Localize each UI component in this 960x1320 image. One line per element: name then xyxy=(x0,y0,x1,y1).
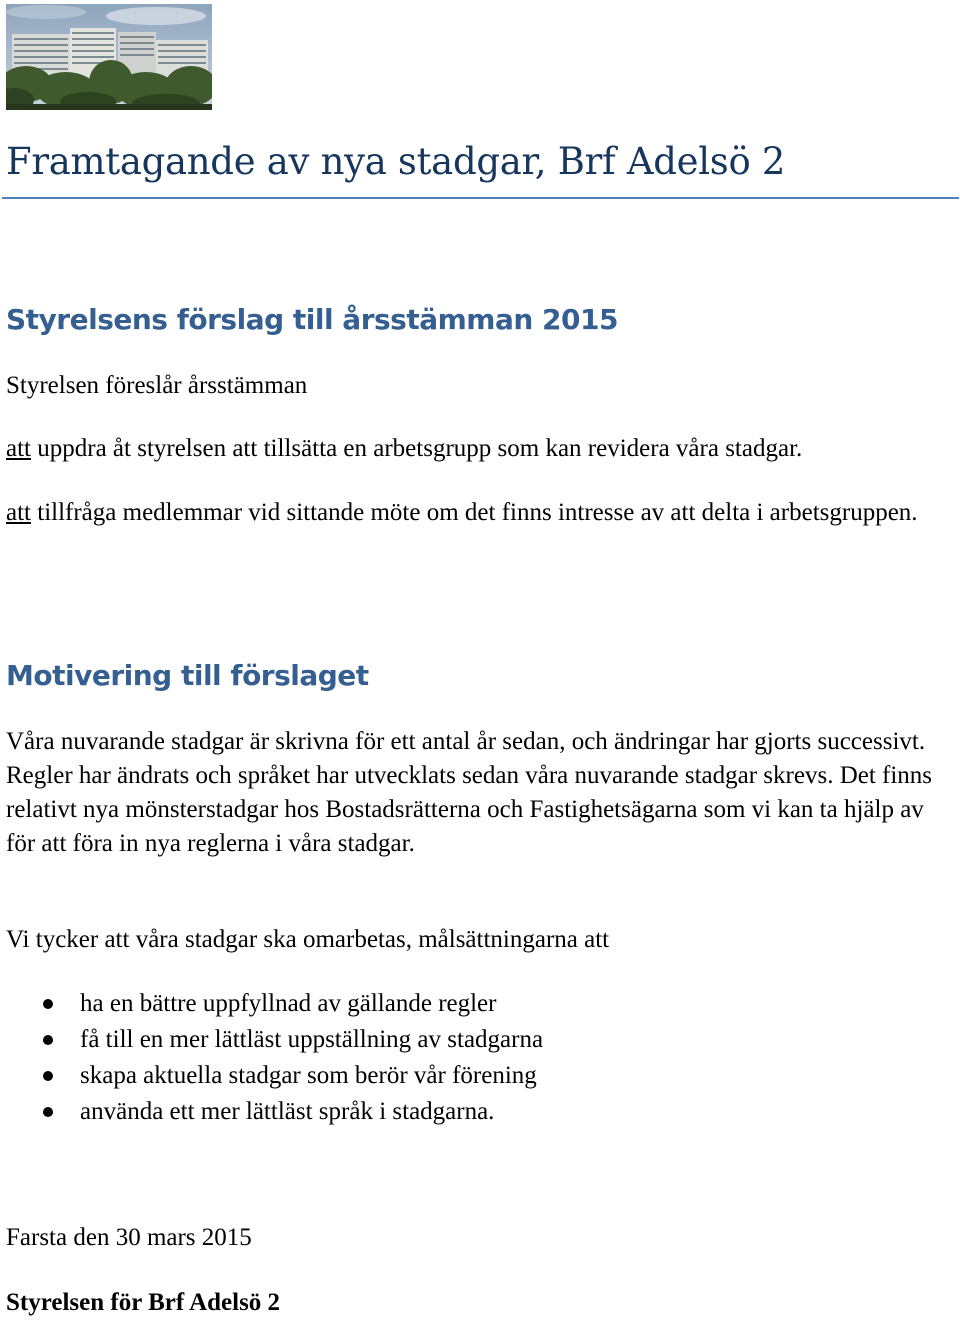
list-item: ha en bättre uppfyllnad av gällande regler xyxy=(0,986,543,1022)
list-item: använda ett mer lättläst språk i stadgarna. xyxy=(0,1094,543,1130)
proposal-heading: Styrelsens förslag till årsstämman 2015 xyxy=(6,303,618,336)
proposal-item-text: tillfråga medlemmar vid sittande möte om det finns intresse av att delta i arbetsgruppen. xyxy=(31,499,918,526)
proposal-item-text: uppdra åt styrelsen att tillsätta en arbetsgrupp som kan revidera våra stadgar. xyxy=(31,435,803,462)
att-keyword: att xyxy=(6,499,31,526)
proposal-intro: Styrelsen föreslår årsstämman xyxy=(6,372,308,399)
signature: Styrelsen för Brf Adelsö 2 xyxy=(6,1289,281,1316)
att-keyword: att xyxy=(6,435,31,462)
apartment-buildings-photo xyxy=(6,4,212,110)
goals-list xyxy=(0,986,543,1130)
goals-intro: Vi tycker att våra stadgar ska omarbetas, målsättningarna att xyxy=(6,926,610,953)
motivation-heading: Motivering till förslaget xyxy=(6,659,369,692)
proposal-item-2 xyxy=(6,496,956,530)
place-date: Farsta den 30 mars 2015 xyxy=(6,1224,252,1251)
list-item: skapa aktuella stadgar som berör vår förening xyxy=(0,1058,543,1094)
list-item: få till en mer lättläst uppställning av stadgarna xyxy=(0,1022,543,1058)
document-title: Framtagande av nya stadgar, Brf Adelsö 2 xyxy=(6,140,786,183)
title-underline-rule xyxy=(2,197,959,199)
motivation-paragraph: Våra nuvarande stadgar är skrivna för ett antal år sedan, och ändringar har gjorts successivt. Regler har ändrats och språket har utvecklats sedan våra nuvarande stadgar skrevs. Det finns relativt nya mönsterstadgar hos Bostadsrätterna och Fastighetsägarna som vi kan ta hjälp av för att föra in nya reglerna i våra stadgar. xyxy=(6,728,933,857)
proposal-item-1 xyxy=(6,432,956,466)
